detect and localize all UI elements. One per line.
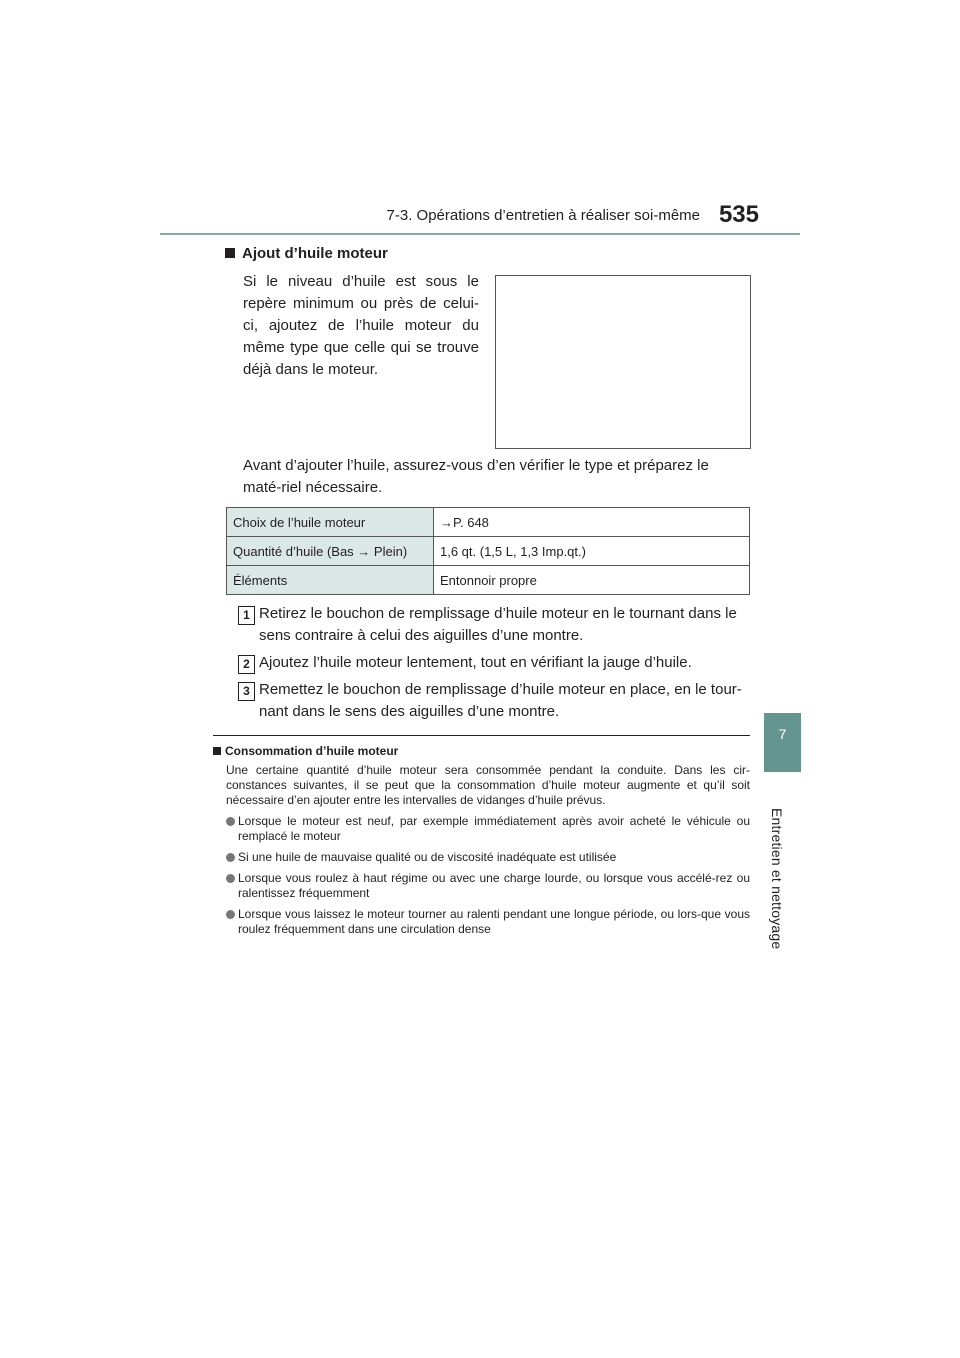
table-value: 1,6 qt. (1,5 L, 1,3 Imp.qt.): [434, 537, 750, 566]
consumption-title: Consommation d’huile moteur: [225, 744, 399, 758]
step-item: [238, 652, 750, 674]
table-value: →P. 648: [434, 508, 750, 537]
oil-add-title: Ajout d’huile moteur: [242, 245, 388, 262]
chapter-number: 7: [778, 726, 787, 742]
square-bullet-icon: [213, 747, 221, 755]
oil-spec-table: [226, 507, 750, 595]
step-item: [238, 679, 750, 723]
list-item: [213, 907, 750, 937]
list-item-text: Lorsque vous laissez le moteur tourner au ralenti pendant une longue période, ou lors-que vous roulez fréquemment dans une circulation dense: [238, 907, 750, 936]
table-key: Éléments: [227, 566, 434, 595]
bullet-icon: [226, 817, 235, 826]
table-row: [227, 537, 750, 566]
steps-list: [238, 603, 750, 728]
illustration-placeholder: [495, 275, 751, 449]
bullet-icon: [226, 910, 235, 919]
step-text: Retirez le bouchon de remplissage d’huile moteur en le tournant dans le sens contraire à celui des aiguilles d’une montre.: [259, 605, 737, 644]
list-item-text: Lorsque le moteur est neuf, par exemple immédiatement après avoir acheté le véhicule ou remplacé le moteur: [238, 814, 750, 843]
step-text: Ajoutez l’huile moteur lentement, tout en vérifiant la jauge d’huile.: [259, 654, 692, 671]
list-item-text: Lorsque vous roulez à haut régime ou avec une charge lourde, ou lorsque vous accélé-rez ou ralentissez fréquemment: [238, 871, 750, 900]
list-item-text: Si une huile de mauvaise qualité ou de viscosité inadéquate est utilisée: [238, 850, 617, 864]
page-number: 535: [718, 201, 759, 228]
consumption-notes: [213, 744, 750, 937]
consumption-heading: [213, 744, 750, 759]
table-key: Quantité d’huile (Bas → Plein): [227, 537, 434, 566]
table-row: [227, 508, 750, 537]
step-text: Remettez le bouchon de remplissage d’huile moteur en place, en le tour-nant dans le sens des aiguilles d’une montre.: [259, 681, 742, 720]
section-title: 7-3. Opérations d’entretien à réaliser soi-même: [386, 207, 700, 224]
oil-add-before: Avant d’ajouter l’huile, assurez-vous d’en vérifier le type et préparez le maté-riel nécessaire.: [243, 457, 709, 496]
oil-add-intro: Si le niveau d’huile est sous le repère minimum ou près de celui-ci, ajoutez de l’huile moteur du même type que celle qui se trouve déjà dans le moteur.: [243, 273, 479, 378]
header-rule: [160, 233, 800, 235]
list-item: [213, 814, 750, 844]
list-item: [213, 871, 750, 901]
consumption-intro: Une certaine quantité d’huile moteur sera consommée pendant la conduite. Dans les cir-constances suivantes, il se peut que la consommation d’huile moteur augmente et qu’il soit nécessaire d’en ajouter entre les intervalles de vidanges d’huile prévus.: [226, 763, 750, 807]
oil-add-heading: [225, 245, 388, 262]
section-divider: [213, 735, 750, 736]
table-row: [227, 566, 750, 595]
list-item: [213, 850, 750, 865]
table-key: Choix de l’huile moteur: [227, 508, 434, 537]
table-value: Entonnoir propre: [434, 566, 750, 595]
page-header: [160, 201, 800, 235]
chapter-tab: [764, 713, 801, 772]
bullet-icon: [226, 874, 235, 883]
bullet-icon: [226, 853, 235, 862]
step-number: 1: [238, 606, 255, 625]
step-item: [238, 603, 750, 647]
square-bullet-icon: [225, 248, 235, 258]
step-number: 3: [238, 682, 255, 701]
step-number: 2: [238, 655, 255, 674]
chapter-label: Entretien et nettoyage: [769, 808, 785, 950]
